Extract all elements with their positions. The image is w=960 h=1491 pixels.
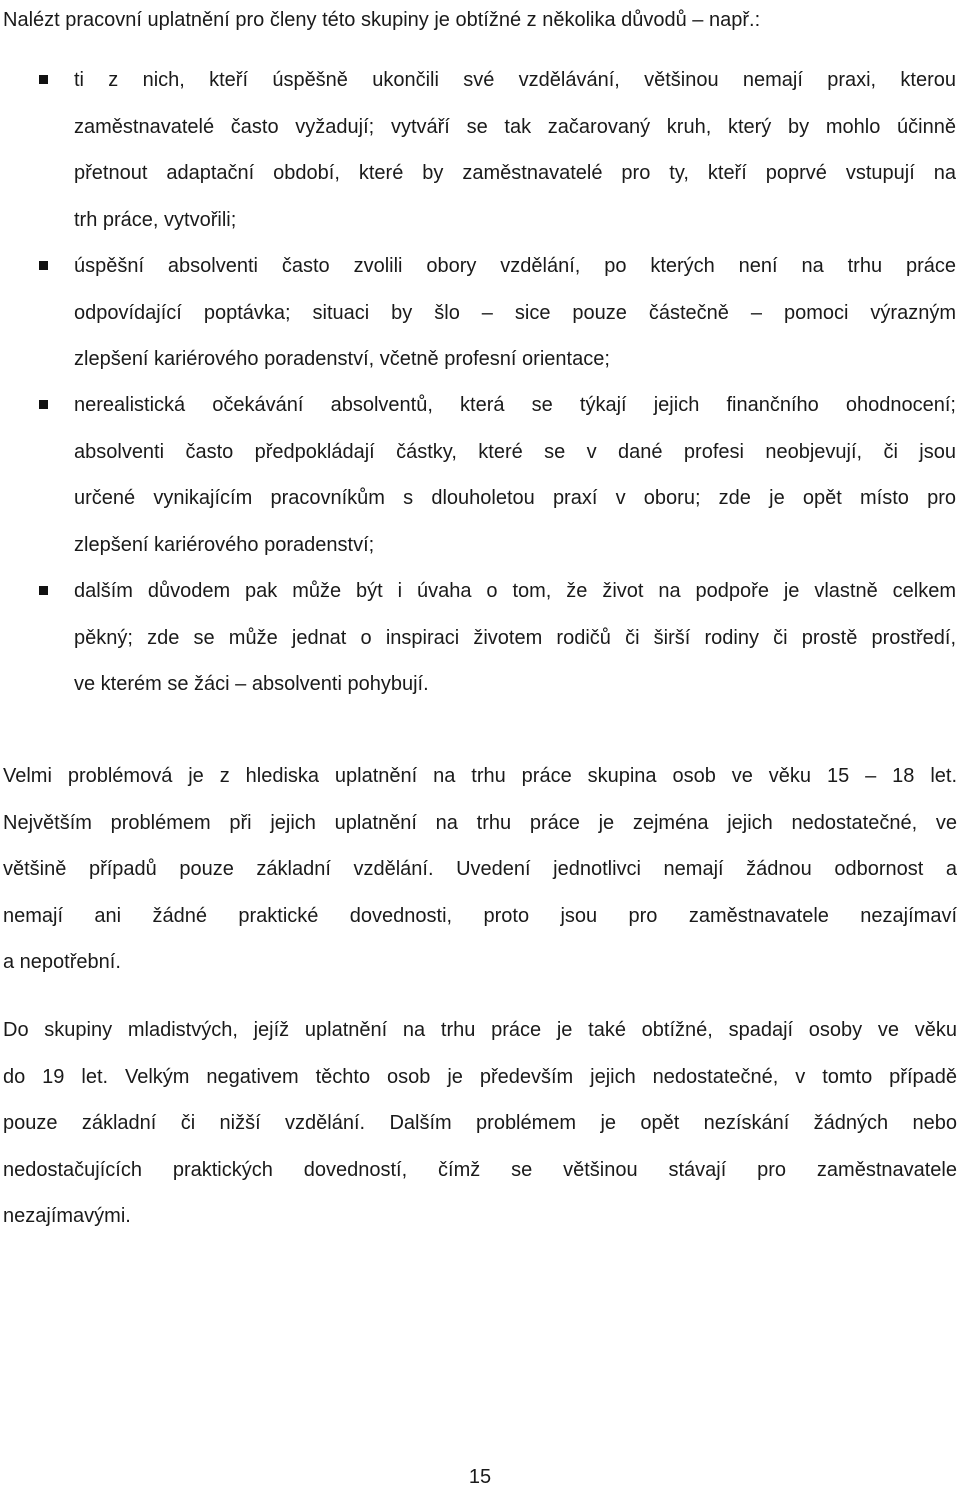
bullet-line: absolventi často předpokládají částky, které se v dané profesi neobjevují, či jsou: [74, 441, 956, 463]
paragraph-line: většině případů pouze základní vzdělání. Uvedení jednotlivci nemají žádnou odbornost a: [3, 858, 957, 880]
bullet-line: zaměstnavatelé často vyžadují; vytváří se tak začarovaný kruh, který by mohlo účinně: [74, 116, 956, 138]
paragraph-line: do 19 let. Velkým negativem těchto osob je především jejich nedostatečné, v tomto případě: [3, 1066, 957, 1088]
bullet-line: pěkný; zde se může jednat o inspiraci životem rodičů či širší rodiny či prostě prostředí,: [74, 627, 956, 649]
bullet-line: zlepšení kariérového poradenství, včetně profesní orientace;: [74, 348, 610, 370]
paragraph-line: Velmi problémová je z hlediska uplatnění na trhu práce skupina osob ve věku 15 – 18 let.: [3, 765, 957, 787]
paragraph-line: Největším problémem při jejich uplatnění na trhu práce je zejména jejich nedostatečné, ve: [3, 812, 957, 834]
bullet-line: zlepšení kariérového poradenství;: [74, 534, 375, 556]
intro-text: Nalézt pracovní uplatnění pro členy této skupiny je obtížné z několika důvodů – např.:: [3, 9, 761, 31]
square-bullet-icon: [39, 400, 48, 409]
paragraph-line: nezajímavými.: [3, 1205, 131, 1227]
bullet-line: ti z nich, kteří úspěšně ukončili své vzdělávání, většinou nemají praxi, kterou: [74, 69, 956, 91]
bullet-line: trh práce, vytvořili;: [74, 209, 237, 231]
bullet-line: ve kterém se žáci – absolventi pohybují.: [74, 673, 429, 695]
square-bullet-icon: [39, 75, 48, 84]
paragraph-line: Do skupiny mladistvých, jejíž uplatnění na trhu práce je také obtížné, spadají osoby ve věku: [3, 1019, 957, 1041]
square-bullet-icon: [39, 586, 48, 595]
bullet-line: určené vynikajícím pracovníkům s dlouholetou praxí v oboru; zde je opět místo pro: [74, 487, 956, 509]
bullet-line: úspěšní absolventi často zvolili obory vzdělání, po kterých není na trhu práce: [74, 255, 956, 277]
paragraph-line: pouze základní či nižší vzdělání. Dalším problémem je opět nezískání žádných nebo: [3, 1112, 957, 1134]
paragraph-line: a nepotřební.: [3, 951, 121, 973]
bullet-line: přetnout adaptační období, které by zaměstnavatelé pro ty, kteří poprvé vstupují na: [74, 162, 956, 184]
bullet-line: nerealistická očekávání absolventů, která se týkají jejich finančního ohodnocení;: [74, 394, 956, 416]
paragraph-line: nemají ani žádné praktické dovednosti, proto jsou pro zaměstnavatele nezajímaví: [3, 905, 957, 927]
bullet-line: odpovídající poptávka; situaci by šlo – sice pouze částečně – pomoci výrazným: [74, 302, 956, 324]
page-number: 15: [468, 1466, 492, 1488]
paragraph-line: nedostačujících praktických dovedností, čímž se většinou stávají pro zaměstnavatele: [3, 1159, 957, 1181]
bullet-line: dalším důvodem pak může být i úvaha o tom, že život na podpoře je vlastně celkem: [74, 580, 956, 602]
square-bullet-icon: [39, 261, 48, 270]
